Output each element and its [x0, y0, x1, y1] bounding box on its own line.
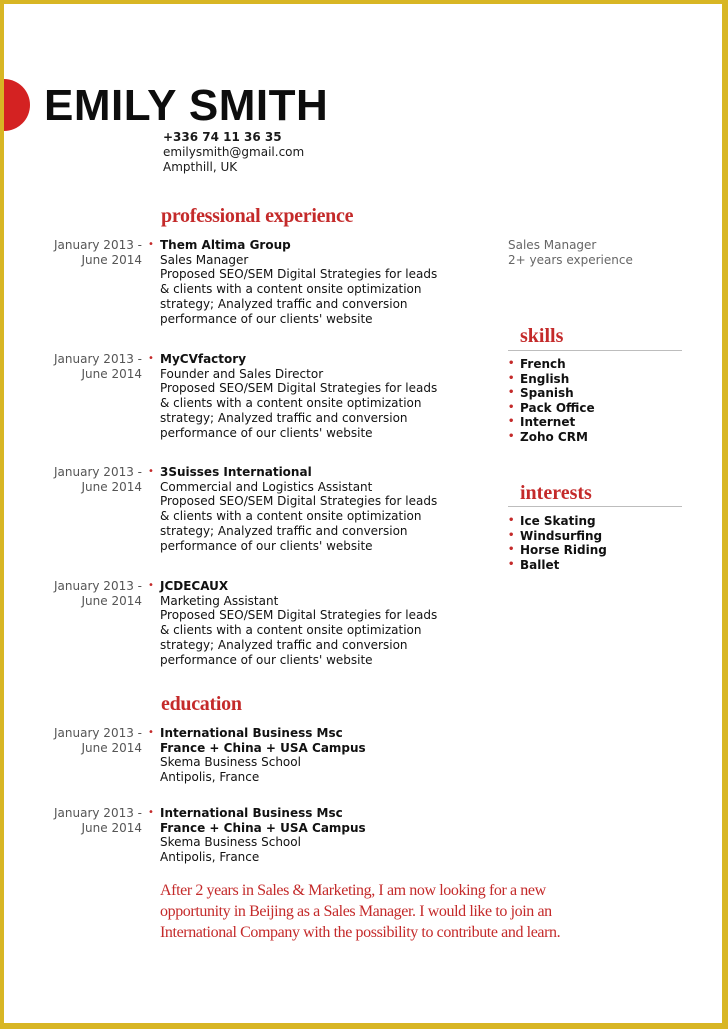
bullet-icon: • — [148, 807, 154, 818]
entry-desc-line: Proposed SEO/SEM Digital Strategies for leads — [160, 608, 438, 623]
entry-date — [12, 238, 142, 267]
entry-desc-line: performance of our clients' website — [160, 538, 373, 553]
bullet-icon: • — [148, 239, 154, 250]
entry-desc-line: strategy; Analyzed traffic and conversion — [160, 523, 408, 538]
bullet-icon: • — [148, 580, 154, 591]
date-start: January 2013 - — [54, 726, 142, 740]
interests-list — [508, 514, 607, 572]
education-degree: International Business Msc — [160, 806, 343, 820]
list-item — [508, 529, 607, 544]
skill-label: French — [520, 357, 566, 371]
entry-date — [12, 579, 142, 608]
list-item — [508, 430, 595, 445]
skills-section-title: skills — [520, 325, 564, 347]
entry-desc-line: Proposed SEO/SEM Digital Strategies for leads — [160, 267, 438, 282]
candidate-name: EMILY SMITH — [44, 81, 329, 130]
entry-date — [12, 352, 142, 381]
list-item — [508, 543, 607, 558]
entry-desc-line: strategy; Analyzed traffic and conversion — [160, 410, 408, 425]
entry-desc-line: strategy; Analyzed traffic and conversion — [160, 296, 408, 311]
contact-block — [163, 130, 304, 175]
education-campus: France + China + USA Campus — [160, 740, 366, 755]
list-item — [508, 558, 607, 573]
interest-label: Ice Skating — [520, 514, 596, 528]
education-section-title: education — [161, 693, 242, 715]
interest-label: Ballet — [520, 557, 560, 572]
entry-desc-line: Proposed SEO/SEM Digital Strategies for leads — [160, 494, 438, 509]
date-end: June 2014 — [81, 740, 142, 755]
entry-desc-line: strategy; Analyzed traffic and conversion — [160, 637, 408, 652]
bullet-icon: • — [148, 727, 154, 738]
closing-line: International Company with the possibility to contribute and learn. — [160, 924, 561, 941]
entry-company: Them Altima Group — [160, 238, 291, 252]
bullet-icon: • — [508, 544, 515, 556]
entry-desc-line: performance of our clients' website — [160, 652, 373, 667]
entry-position: Sales Manager — [160, 252, 249, 267]
education-campus: France + China + USA Campus — [160, 820, 366, 835]
entry-company: JCDECAUX — [160, 579, 229, 593]
skills-divider — [508, 350, 682, 351]
date-end: June 2014 — [81, 252, 142, 267]
date-end: June 2014 — [81, 479, 142, 494]
entry-date — [12, 726, 142, 755]
entry-desc-line: & clients with a content onsite optimization — [160, 509, 422, 524]
entry-position: Marketing Assistant — [160, 593, 279, 608]
contact-phone: +336 74 11 36 35 — [163, 130, 282, 144]
side-summary — [508, 238, 633, 268]
entry-desc-line: performance of our clients' website — [160, 311, 373, 326]
date-start: January 2013 - — [54, 238, 142, 252]
entry-desc-line: Proposed SEO/SEM Digital Strategies for leads — [160, 381, 438, 396]
bullet-icon: • — [508, 558, 515, 570]
list-item — [508, 514, 607, 529]
experience-section-title: professional experience — [161, 205, 354, 227]
list-item — [508, 386, 595, 401]
entry-date — [12, 806, 142, 835]
bullet-icon: • — [508, 515, 515, 526]
bullet-icon: • — [508, 372, 515, 384]
contact-email: emilysmith@gmail.com — [163, 145, 305, 159]
bullet-icon: • — [508, 430, 515, 442]
interest-label: Windsurfing — [520, 528, 603, 543]
interests-divider — [508, 506, 682, 507]
skill-label: Spanish — [520, 386, 574, 401]
education-school: Skema Business School — [160, 755, 301, 770]
entry-company: 3Suisses International — [160, 465, 312, 479]
education-school: Skema Business School — [160, 835, 301, 850]
list-item — [508, 372, 595, 387]
interests-section-title: interests — [520, 482, 592, 504]
entry-desc-line: & clients with a content onsite optimization — [160, 623, 422, 638]
list-item — [508, 401, 595, 416]
entry-position: Commercial and Logistics Assistant — [160, 479, 373, 494]
entry-desc-line: performance of our clients' website — [160, 425, 373, 440]
resume-page — [4, 4, 722, 1023]
bullet-icon: • — [148, 466, 154, 477]
date-end: June 2014 — [81, 820, 142, 835]
date-start: January 2013 - — [54, 806, 142, 820]
bullet-icon: • — [508, 358, 515, 369]
skill-label: Zoho CRM — [520, 429, 588, 444]
entry-desc-line: & clients with a content onsite optimization — [160, 396, 422, 411]
skills-list — [508, 357, 595, 445]
skill-label: English — [520, 371, 570, 386]
entry-desc-line: & clients with a content onsite optimization — [160, 282, 422, 297]
education-place: Antipolis, France — [160, 850, 260, 865]
date-end: June 2014 — [81, 593, 142, 608]
date-start: January 2013 - — [54, 352, 142, 366]
contact-location: Ampthill, UK — [163, 160, 238, 174]
list-item — [508, 415, 595, 430]
red-circle-accent — [4, 79, 30, 131]
education-degree: International Business Msc — [160, 726, 343, 740]
bullet-icon: • — [508, 529, 515, 541]
closing-line: opportunity in Beijing as a Sales Manager. I would like to join an — [160, 903, 552, 920]
bullet-icon: • — [508, 387, 515, 399]
skill-label: Internet — [520, 415, 576, 430]
date-end: June 2014 — [81, 366, 142, 381]
entry-position: Founder and Sales Director — [160, 366, 324, 381]
side-role-title: Sales Manager — [508, 238, 597, 252]
closing-statement — [160, 880, 580, 943]
side-experience: 2+ years experience — [508, 253, 633, 267]
entry-company: MyCVfactory — [160, 352, 247, 366]
bullet-icon: • — [508, 416, 515, 428]
list-item — [508, 357, 595, 372]
education-place: Antipolis, France — [160, 770, 260, 785]
interest-label: Horse Riding — [520, 543, 607, 558]
date-start: January 2013 - — [54, 579, 142, 593]
bullet-icon: • — [508, 401, 515, 413]
date-start: January 2013 - — [54, 465, 142, 479]
bullet-icon: • — [148, 353, 154, 364]
entry-date — [12, 465, 142, 494]
skill-label: Pack Office — [520, 400, 595, 415]
closing-line: After 2 years in Sales & Marketing, I am now looking for a new — [160, 882, 546, 899]
